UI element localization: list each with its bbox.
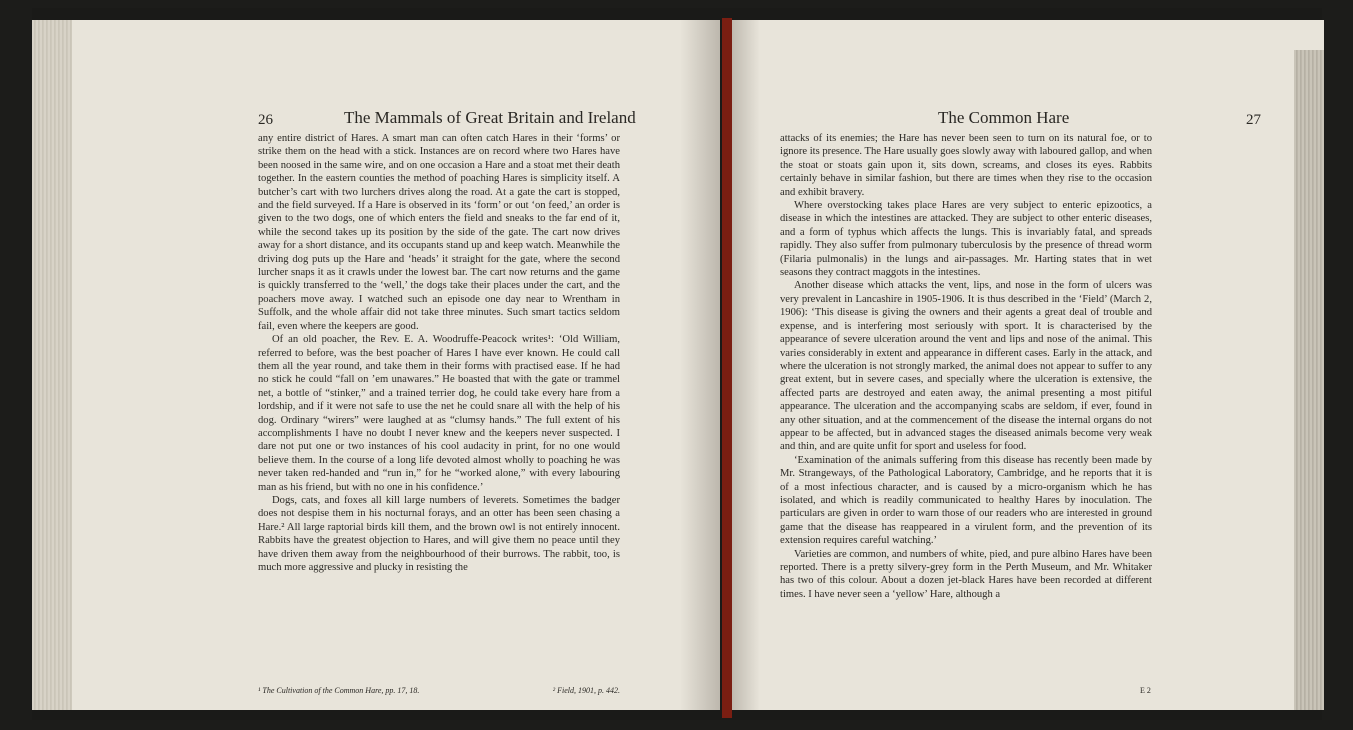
paragraph: Another disease which attacks the vent, lips, and nose in the form of ulcers was very prevalent in Lancashire in 1905-1906. It is thus described in the ‘Field’ (March 2, 1906): ‘This disease is giving the owners and their agents a great deal of trouble and expense, and is interfering most seriously with sport. It is characterised by the appearance of severe ulceration around the vent and lips and nose of the animal. This varies considerably in extent and appearance in different cases. Early in the attack, and where the ulceration is not strongly marked, the animal does not appear to suffer to any great extent, but in severe cases, and specially where the ulceration is extensive, the affected parts are destroyed and eaten away, the animal presenting a most pitiful appearance. The ulceration and the accompanying scabs are seldom, if ever, found in any other situation, and at the commencement of the disease the internal organs do not appear to be affected, but in advanced stages the diseased animals become very weak and thin, and are quite unfit for sport and useless for food. (780, 280, 1152, 453)
footnote-2: ² Field, 1901, p. 442. (552, 686, 620, 695)
body-text (258, 132, 620, 574)
page-edges-left (32, 20, 72, 710)
page-number: 26 (258, 112, 273, 128)
running-head: The Common Hare (938, 108, 1070, 127)
paragraph: Where overstocking takes place Hares are very subject to enteric epizootics, a disease in which the intestines are attacked. They are subject to other enteric diseases, and a form of typhus which affects the lungs. This is invariably fatal, and spreads rapidly. They also suffer from pulmonary tuberculosis by the presence of thread worm (Filaria pulmonalis) in the lungs and air-passages. Mr. Harting states that in wet seasons they contract maggots in the intestines. (780, 200, 1152, 279)
gutter-shadow (680, 20, 720, 710)
signature-mark: E 2 (1140, 686, 1151, 695)
paragraph: Varieties are common, and numbers of white, pied, and pure albino Hares have been reported. There is a pretty silvery-grey form in the Perth Museum, and Mr. Whitaker has two of this colour. About a dozen jet-black Hares have been recorded at different times. I have never seen a ‘yellow’ Hare, although a (780, 548, 1152, 600)
gutter-shadow (730, 20, 760, 710)
footnotes (258, 686, 620, 695)
footnote-1: ¹ The Cultivation of the Common Hare, pp. 17, 18. (258, 686, 420, 695)
left-page (72, 20, 720, 710)
body-text (780, 132, 1152, 601)
paragraph: any entire district of Hares. A smart man can often catch Hares in their ‘forms’ or strike them on the head with a stick. Instances are on record where two Hares have been noosed in the same wire, and on one occasion a Hare and a stoat met their death together. In the eastern counties the method of poaching Hares is simplicity itself. A butcher’s cart with two lurchers drives along the road. At a gate the cart is stopped, and the field surveyed. If a Hare is observed in its ‘form’ or out ‘on feed,’ an order is given to the two dogs, one of which enters the field and sneaks to the far end of it, while the second takes up its position by the side of the gate. The cart now drives away for a short distance, and its occupants stand up and keep watch. Meanwhile the driving dog puts up the Hare and ‘heads’ it straight for the gate, where the second lurcher snaps it as it crawls under the lowest bar. The cart now returns and the game is quickly transferred to the ‘well,’ the dogs take their places under the cart, and the poachers move away. I watched such an episode one day near to Wrentham in Suffolk, and the whole affair did not take three minutes. Such smart tactics seldom fail, even where the keepers are good. (258, 133, 620, 332)
page-edges-right (1294, 50, 1324, 710)
paragraph: Of an old poacher, the Rev. E. A. Woodruffe-Peacock writes¹: ‘Old William, referred to before, was the best poacher of Hares I have ever known. He could call them all the year round, and take them in their forms with practised ease. If he had no stick he could “fall on ’em unawares.” He boasted that with the gate or trammel net, a bottle of “stinker,” and a trained terrier dog, he could take every hare from a lordship, and if it were not safe to use the net he could snare all with the help of his dog. Ordinary “wirers” were laughed at as “clumsy hands.” The full extent of his accomplishments I have no doubt I never knew and the keepers never suspected. I dare not put one or two instances of his cool audacity in print, for no one would believe them. In the course of a long life devoted almost wholly to poaching he was never taken red-handed and “run in,” for he “worked alone,” with every labouring man as his friend, but with no one in his confidence.’ (258, 334, 620, 493)
paragraph: ‘Examination of the animals suffering from this disease has recently been made by Mr. Strangeways, of the Pathological Laboratory, Cambridge, and he reports that it is of a most infectious character, and is caused by a micro-organism which he has isolated, and which is readily communicated to healthy Hares by inoculation. The particulars are given in order to warn those of our readers who are interested in ground game that the disease has reappeared in a virulent form, and the prevention of its extension requires careful watching.’ (780, 454, 1152, 547)
paragraph: attacks of its enemies; the Hare has never been seen to turn on its natural foe, or to ignore its presence. The Hare usually goes slowly away with laboured gallop, and when the stoat or stoats gain upon it, sits down, screams, and closes its eyes. Rabbits certainly behave in similar fashion, but there are times when they rise to the occasion and exhibit bravery. (780, 133, 1152, 198)
book-spread (32, 8, 1322, 720)
paragraph: Dogs, cats, and foxes all kill large numbers of leverets. Sometimes the badger does not despise them in his nocturnal forays, and an otter has been seen chasing a Hare.² All large raptorial birds kill them, and the brown owl is not entirely innocent. Rabbits have the greatest objection to Hares, and will give them no peace until they have driven them away from the neighbourhood of their burrows. The rabbit, too, is much more aggressive and plucky in resisting the (258, 494, 620, 573)
right-page (730, 20, 1324, 710)
running-head: The Mammals of Great Britain and Ireland (344, 108, 636, 127)
page-number: 27 (1246, 112, 1261, 128)
binding-spine (722, 18, 732, 718)
